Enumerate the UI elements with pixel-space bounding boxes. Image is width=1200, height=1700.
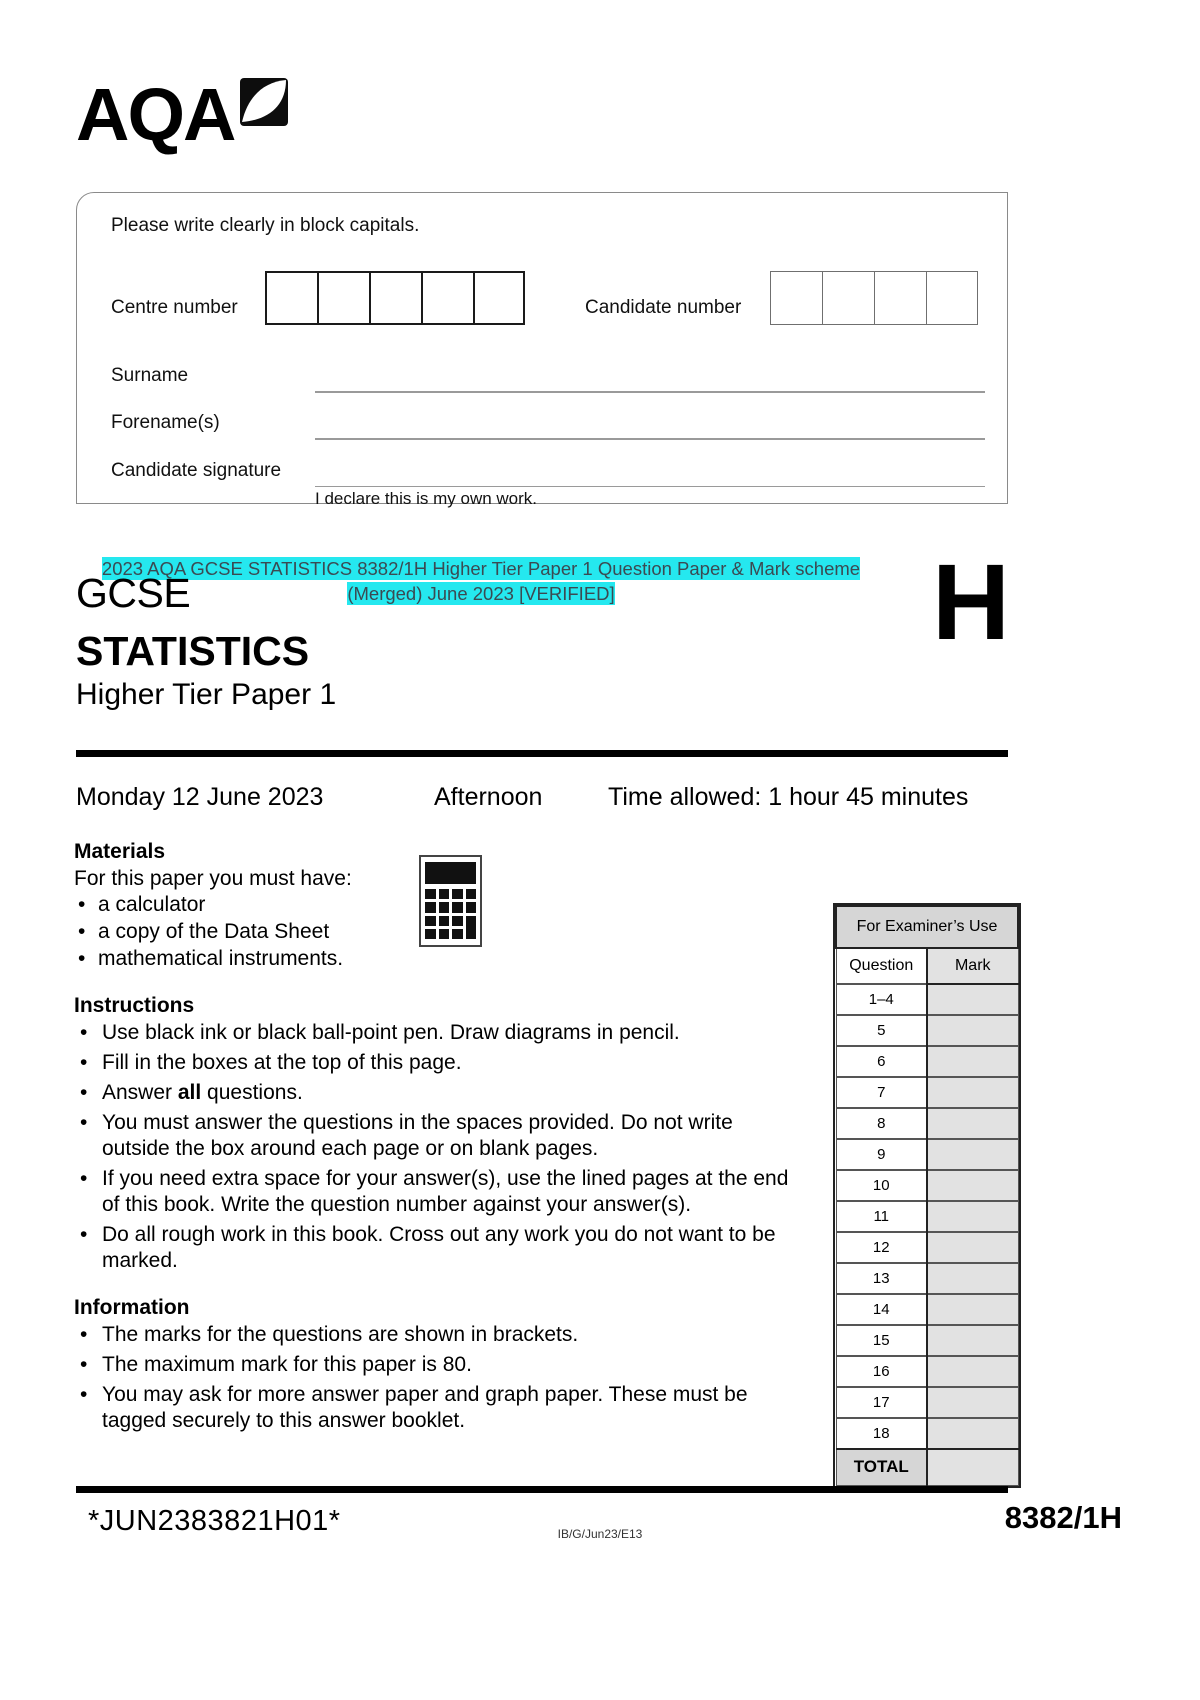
examiner-table-total-row (836, 1449, 1018, 1485)
footer-divider (76, 1486, 1008, 1493)
information-item: • The maximum mark for this paper is 80. (74, 1352, 794, 1378)
examiner-mark-cell[interactable] (927, 1046, 1018, 1077)
surname-label: Surname (111, 365, 189, 386)
examiner-table-row (836, 1294, 1018, 1325)
document-source-banner (86, 556, 876, 606)
examiner-mark-cell[interactable] (927, 1015, 1018, 1046)
exam-time-allowed: Time allowed: 1 hour 45 minutes (608, 783, 969, 811)
examiner-table-row (836, 1015, 1018, 1046)
examiner-use-table (833, 903, 1021, 1488)
materials-list (74, 892, 794, 972)
examiner-total-label: TOTAL (836, 1449, 927, 1485)
examiner-mark-cell[interactable] (927, 1077, 1018, 1108)
paper-instructions-panel (74, 840, 794, 1438)
centre-number-label: Centre number (111, 297, 238, 318)
instructions-item: • Fill in the boxes at the top of this page. (74, 1050, 794, 1076)
information-list (74, 1322, 794, 1434)
candidate-number-cell[interactable] (770, 271, 822, 325)
materials-item: • a calculator (74, 892, 794, 918)
candidate-number-cell[interactable] (874, 271, 926, 325)
examiner-table-row (836, 1139, 1018, 1170)
examiner-question-label: 5 (836, 1015, 927, 1046)
materials-item: • mathematical instruments. (74, 946, 794, 972)
block-capitals-instruction: Please write clearly in block capitals. (111, 215, 420, 236)
examiner-table-title: For Examiner’s Use (836, 906, 1018, 948)
examiner-table-row (836, 1108, 1018, 1139)
subject-title: STATISTICS (76, 628, 310, 674)
document-reference: IB/G/Jun23/E13 (557, 1527, 643, 1541)
header-divider (76, 750, 1008, 757)
examiner-mark-cell[interactable] (927, 1418, 1018, 1449)
examiner-mark-cell[interactable] (927, 984, 1018, 1015)
examiner-question-label: 10 (836, 1170, 927, 1201)
examiner-mark-cell[interactable] (927, 1232, 1018, 1263)
examiner-question-label: 8 (836, 1108, 927, 1139)
centre-number-cell[interactable] (369, 271, 421, 325)
centre-number-cell[interactable] (473, 271, 525, 325)
examiner-question-label: 9 (836, 1139, 927, 1170)
examiner-question-label: 18 (836, 1418, 927, 1449)
examiner-question-label: 6 (836, 1046, 927, 1077)
examiner-question-label: 12 (836, 1232, 927, 1263)
examiner-mark-cell[interactable] (927, 1170, 1018, 1201)
candidate-number-input[interactable] (770, 271, 978, 325)
surname-input[interactable] (315, 391, 985, 393)
examiner-mark-cell[interactable] (927, 1325, 1018, 1356)
candidate-number-cell[interactable] (822, 271, 874, 325)
materials-item: • a copy of the Data Sheet (74, 919, 794, 945)
instructions-list (74, 1020, 794, 1274)
examiner-question-label: 15 (836, 1325, 927, 1356)
information-item: • The marks for the questions are shown in brackets. (74, 1322, 794, 1348)
examiner-col-mark: Mark (927, 948, 1018, 984)
materials-intro: For this paper you must have: (74, 867, 352, 890)
instructions-heading: Instructions (74, 994, 195, 1017)
qualification-title: GCSE (76, 570, 191, 616)
examiner-table-row (836, 1170, 1018, 1201)
instructions-item: • If you need extra space for your answer(s), use the lined pages at the end of this book. Write the question number against your answer(s). (74, 1166, 794, 1218)
candidate-signature-input[interactable] (315, 486, 985, 487)
candidate-details-box (76, 192, 1008, 508)
instructions-item: • Answer all questions. (74, 1080, 794, 1106)
examiner-mark-cell[interactable] (927, 1139, 1018, 1170)
examiner-table-row (836, 1356, 1018, 1387)
instructions-item: • Do all rough work in this book. Cross out any work you do not want to be marked. (74, 1222, 794, 1274)
aqa-leaf-icon (238, 76, 290, 133)
candidate-number-cell[interactable] (926, 271, 978, 325)
examiner-question-label: 17 (836, 1387, 927, 1418)
examiner-mark-cell[interactable] (927, 1108, 1018, 1139)
forename-label: Forename(s) (111, 412, 220, 433)
instructions-emphasis: all (177, 1081, 202, 1104)
barcode-text: *JUN2383821H01* (88, 1505, 341, 1537)
examiner-table-row (836, 1263, 1018, 1294)
paper-code: 8382/1H (1004, 1500, 1122, 1535)
candidate-number-label: Candidate number (585, 297, 742, 318)
instructions-item: • Use black ink or black ball-point pen. Draw diagrams in pencil. (74, 1020, 794, 1046)
aqa-logo (76, 73, 290, 156)
centre-number-cell[interactable] (317, 271, 369, 325)
exam-session: Afternoon (434, 783, 543, 811)
centre-number-cell[interactable] (265, 271, 317, 325)
declaration-text: I declare this is my own work. (315, 489, 538, 508)
examiner-mark-cell[interactable] (927, 1387, 1018, 1418)
information-item: • You may ask for more answer paper and graph paper. These must be tagged securely to this answer booklet. (74, 1382, 794, 1434)
examiner-question-label: 16 (836, 1356, 927, 1387)
examiner-table-row (836, 1077, 1018, 1108)
examiner-mark-cell[interactable] (927, 1263, 1018, 1294)
examiner-question-label: 7 (836, 1077, 927, 1108)
document-source-banner-text: 2023 AQA GCSE STATISTICS 8382/1H Higher Tier Paper 1 Question Paper & Mark scheme (Merged) June 2023 [VERIFIED] (101, 558, 861, 604)
examiner-table-row (836, 1046, 1018, 1077)
examiner-question-label: 1–4 (836, 984, 927, 1015)
examiner-table-row (836, 1232, 1018, 1263)
exam-date: Monday 12 June 2023 (76, 783, 324, 811)
centre-number-cell[interactable] (421, 271, 473, 325)
examiner-mark-cell[interactable] (927, 1201, 1018, 1232)
materials-heading: Materials (74, 840, 166, 863)
aqa-logo-text: AQA (76, 73, 235, 156)
candidate-signature-label: Candidate signature (111, 460, 282, 481)
examiner-total-cell[interactable] (927, 1449, 1018, 1485)
examiner-table-row (836, 1387, 1018, 1418)
tier-paper-title: Higher Tier Paper 1 (76, 678, 337, 711)
examiner-question-label: 11 (836, 1201, 927, 1232)
instructions-item: • You must answer the questions in the spaces provided. Do not write outside the box around each page or on blank pages. (74, 1110, 794, 1162)
examiner-table-row (836, 1418, 1018, 1449)
forename-input[interactable] (315, 438, 985, 440)
tier-letter-badge: H (932, 541, 1010, 662)
examiner-table-row (836, 1325, 1018, 1356)
examiner-question-label: 14 (836, 1294, 927, 1325)
examiner-table-row (836, 1201, 1018, 1232)
examiner-mark-cell[interactable] (927, 1356, 1018, 1387)
examiner-col-question: Question (836, 948, 927, 984)
examiner-mark-cell[interactable] (927, 1294, 1018, 1325)
examiner-table-row (836, 984, 1018, 1015)
centre-number-input[interactable] (265, 271, 525, 325)
examiner-question-label: 13 (836, 1263, 927, 1294)
information-heading: Information (74, 1296, 190, 1319)
